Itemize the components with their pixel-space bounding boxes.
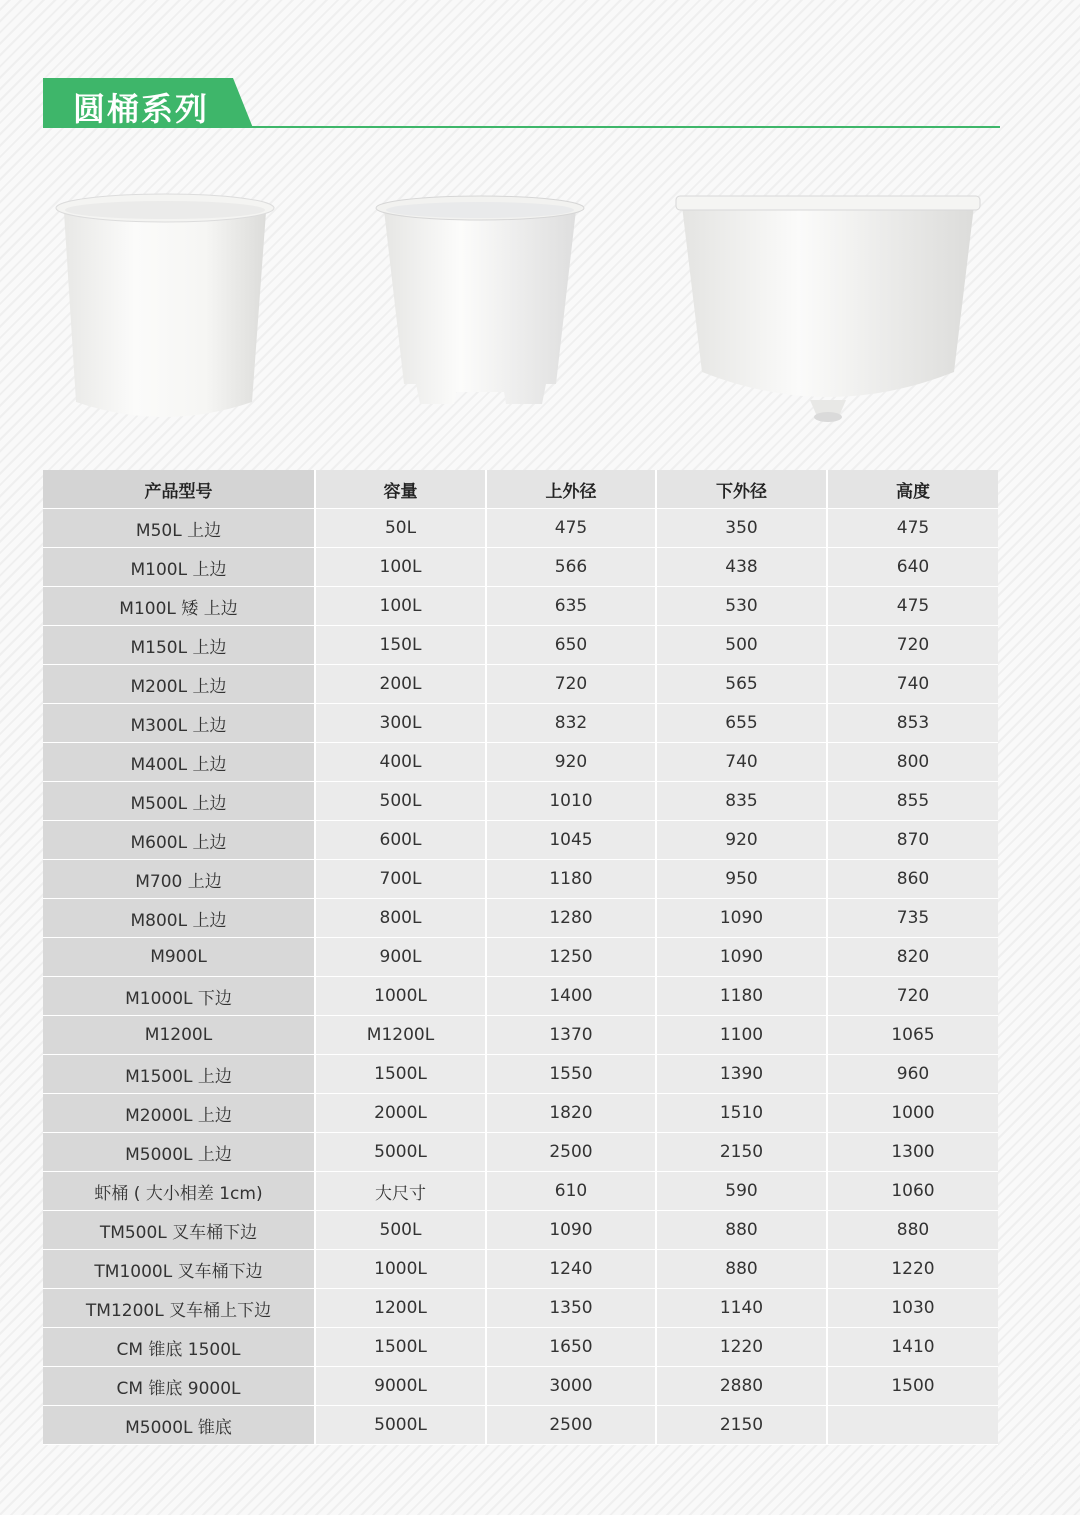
cell-model: M800L 上边 bbox=[43, 899, 315, 938]
cell-model: M600L 上边 bbox=[43, 821, 315, 860]
table-row bbox=[43, 548, 998, 587]
cell-height: 740 bbox=[827, 665, 998, 704]
cell-capacity: 900L bbox=[315, 938, 486, 977]
cell-bottom-diameter: 1140 bbox=[656, 1289, 827, 1328]
cell-height: 870 bbox=[827, 821, 998, 860]
cell-model: M200L 上边 bbox=[43, 665, 315, 704]
cell-bottom-diameter: 590 bbox=[656, 1172, 827, 1211]
section-header bbox=[43, 78, 1000, 130]
title-underline bbox=[243, 126, 1000, 128]
cell-top-diameter: 566 bbox=[486, 548, 656, 587]
cell-capacity: M1200L bbox=[315, 1016, 486, 1055]
table-row bbox=[43, 665, 998, 704]
cell-capacity: 50L bbox=[315, 509, 486, 548]
cell-bottom-diameter: 920 bbox=[656, 821, 827, 860]
spec-table bbox=[43, 470, 998, 1445]
cylindrical-barrel-image bbox=[54, 192, 279, 427]
cell-model: M400L 上边 bbox=[43, 743, 315, 782]
cell-bottom-diameter: 880 bbox=[656, 1211, 827, 1250]
table-row bbox=[43, 1133, 998, 1172]
cell-height: 1030 bbox=[827, 1289, 998, 1328]
cell-height: 640 bbox=[827, 548, 998, 587]
cell-height: 820 bbox=[827, 938, 998, 977]
cell-capacity: 600L bbox=[315, 821, 486, 860]
cell-top-diameter: 1090 bbox=[486, 1211, 656, 1250]
table-row bbox=[43, 626, 998, 665]
cell-capacity: 500L bbox=[315, 1211, 486, 1250]
cell-top-diameter: 920 bbox=[486, 743, 656, 782]
cell-top-diameter: 720 bbox=[486, 665, 656, 704]
table-row bbox=[43, 704, 998, 743]
cell-height: 853 bbox=[827, 704, 998, 743]
cell-bottom-diameter: 500 bbox=[656, 626, 827, 665]
cell-bottom-diameter: 1510 bbox=[656, 1094, 827, 1133]
cell-capacity: 100L bbox=[315, 548, 486, 587]
cell-top-diameter: 1550 bbox=[486, 1055, 656, 1094]
cell-height: 860 bbox=[827, 860, 998, 899]
column-header-bottom-diameter: 下外径 bbox=[656, 470, 827, 509]
cell-top-diameter: 1650 bbox=[486, 1328, 656, 1367]
table-row bbox=[43, 509, 998, 548]
column-header-model: 产品型号 bbox=[43, 470, 315, 509]
table-row bbox=[43, 1211, 998, 1250]
cell-height: 960 bbox=[827, 1055, 998, 1094]
cell-top-diameter: 1180 bbox=[486, 860, 656, 899]
cell-model: M1500L 上边 bbox=[43, 1055, 315, 1094]
cell-model: TM1000L 叉车桶下边 bbox=[43, 1250, 315, 1289]
cell-model: M1200L bbox=[43, 1016, 315, 1055]
cell-model: M500L 上边 bbox=[43, 782, 315, 821]
cell-top-diameter: 1820 bbox=[486, 1094, 656, 1133]
cell-top-diameter: 3000 bbox=[486, 1367, 656, 1406]
cell-bottom-diameter: 740 bbox=[656, 743, 827, 782]
table-row bbox=[43, 743, 998, 782]
cell-model: TM500L 叉车桶下边 bbox=[43, 1211, 315, 1250]
cell-capacity: 500L bbox=[315, 782, 486, 821]
cell-model: CM 锥底 1500L bbox=[43, 1328, 315, 1367]
cell-model: M2000L 上边 bbox=[43, 1094, 315, 1133]
table-row bbox=[43, 1328, 998, 1367]
cell-bottom-diameter: 2150 bbox=[656, 1133, 827, 1172]
cell-height: 720 bbox=[827, 977, 998, 1016]
cell-model: M300L 上边 bbox=[43, 704, 315, 743]
cell-capacity: 2000L bbox=[315, 1094, 486, 1133]
cell-top-diameter: 1250 bbox=[486, 938, 656, 977]
cell-height: 1220 bbox=[827, 1250, 998, 1289]
cell-top-diameter: 1350 bbox=[486, 1289, 656, 1328]
cell-height: 1000 bbox=[827, 1094, 998, 1133]
cell-bottom-diameter: 950 bbox=[656, 860, 827, 899]
cell-bottom-diameter: 565 bbox=[656, 665, 827, 704]
cell-bottom-diameter: 880 bbox=[656, 1250, 827, 1289]
cell-top-diameter: 2500 bbox=[486, 1406, 656, 1445]
table-row bbox=[43, 938, 998, 977]
cell-top-diameter: 1370 bbox=[486, 1016, 656, 1055]
cell-top-diameter: 1280 bbox=[486, 899, 656, 938]
column-header-capacity: 容量 bbox=[315, 470, 486, 509]
cell-top-diameter: 475 bbox=[486, 509, 656, 548]
cell-bottom-diameter: 530 bbox=[656, 587, 827, 626]
cell-height: 880 bbox=[827, 1211, 998, 1250]
cell-model: M100L 上边 bbox=[43, 548, 315, 587]
cell-capacity: 5000L bbox=[315, 1133, 486, 1172]
cell-model: 虾桶 ( 大小相差 1cm) bbox=[43, 1172, 315, 1211]
table-header-row bbox=[43, 470, 998, 509]
cell-bottom-diameter: 2150 bbox=[656, 1406, 827, 1445]
column-header-top-diameter: 上外径 bbox=[486, 470, 656, 509]
cell-height: 1500 bbox=[827, 1367, 998, 1406]
cell-top-diameter: 1010 bbox=[486, 782, 656, 821]
cell-bottom-diameter: 2880 bbox=[656, 1367, 827, 1406]
cell-capacity: 400L bbox=[315, 743, 486, 782]
table-row bbox=[43, 1250, 998, 1289]
cell-capacity: 大尺寸 bbox=[315, 1172, 486, 1211]
cell-capacity: 1500L bbox=[315, 1055, 486, 1094]
cell-bottom-diameter: 438 bbox=[656, 548, 827, 587]
cell-capacity: 800L bbox=[315, 899, 486, 938]
cell-top-diameter: 635 bbox=[486, 587, 656, 626]
table-row bbox=[43, 1172, 998, 1211]
cell-capacity: 300L bbox=[315, 704, 486, 743]
cell-bottom-diameter: 1090 bbox=[656, 899, 827, 938]
table-row bbox=[43, 1406, 998, 1445]
cell-top-diameter: 610 bbox=[486, 1172, 656, 1211]
cell-capacity: 700L bbox=[315, 860, 486, 899]
table-row bbox=[43, 587, 998, 626]
cell-height: 855 bbox=[827, 782, 998, 821]
cell-bottom-diameter: 350 bbox=[656, 509, 827, 548]
cell-bottom-diameter: 655 bbox=[656, 704, 827, 743]
table-row bbox=[43, 1055, 998, 1094]
cell-bottom-diameter: 1220 bbox=[656, 1328, 827, 1367]
table-row bbox=[43, 1016, 998, 1055]
cell-bottom-diameter: 1100 bbox=[656, 1016, 827, 1055]
product-images bbox=[40, 180, 1000, 440]
cell-height: 1410 bbox=[827, 1328, 998, 1367]
section-title: 圆桶系列 bbox=[73, 90, 210, 128]
table-row bbox=[43, 1094, 998, 1133]
cell-height: 475 bbox=[827, 587, 998, 626]
cell-height: 800 bbox=[827, 743, 998, 782]
cell-bottom-diameter: 1090 bbox=[656, 938, 827, 977]
cell-height: 1065 bbox=[827, 1016, 998, 1055]
table-row bbox=[43, 977, 998, 1016]
cell-model: M150L 上边 bbox=[43, 626, 315, 665]
cell-top-diameter: 1240 bbox=[486, 1250, 656, 1289]
cell-model: M100L 矮 上边 bbox=[43, 587, 315, 626]
cell-top-diameter: 2500 bbox=[486, 1133, 656, 1172]
cell-capacity: 150L bbox=[315, 626, 486, 665]
cell-top-diameter: 832 bbox=[486, 704, 656, 743]
column-header-height: 高度 bbox=[827, 470, 998, 509]
cell-model: M5000L 上边 bbox=[43, 1133, 315, 1172]
cell-capacity: 9000L bbox=[315, 1367, 486, 1406]
table-row bbox=[43, 899, 998, 938]
cell-model: M50L 上边 bbox=[43, 509, 315, 548]
table-row bbox=[43, 782, 998, 821]
table-body bbox=[43, 509, 998, 1445]
cell-height: 475 bbox=[827, 509, 998, 548]
cell-height: 720 bbox=[827, 626, 998, 665]
cell-bottom-diameter: 1180 bbox=[656, 977, 827, 1016]
table-row bbox=[43, 821, 998, 860]
cell-model: M900L bbox=[43, 938, 315, 977]
table-row bbox=[43, 1289, 998, 1328]
cell-capacity: 1500L bbox=[315, 1328, 486, 1367]
cell-height: 1300 bbox=[827, 1133, 998, 1172]
cell-bottom-diameter: 1390 bbox=[656, 1055, 827, 1094]
cell-capacity: 1000L bbox=[315, 1250, 486, 1289]
cell-height: 735 bbox=[827, 899, 998, 938]
cell-model: M1000L 下边 bbox=[43, 977, 315, 1016]
cell-model: CM 锥底 9000L bbox=[43, 1367, 315, 1406]
cell-capacity: 100L bbox=[315, 587, 486, 626]
cell-height: 1060 bbox=[827, 1172, 998, 1211]
cone-bottom-barrel-image bbox=[672, 192, 984, 427]
cell-capacity: 1200L bbox=[315, 1289, 486, 1328]
cell-model: TM1200L 叉车桶上下边 bbox=[43, 1289, 315, 1328]
table-row bbox=[43, 860, 998, 899]
cell-bottom-diameter: 835 bbox=[656, 782, 827, 821]
cell-top-diameter: 650 bbox=[486, 626, 656, 665]
cell-capacity: 200L bbox=[315, 665, 486, 704]
cell-model: M5000L 锥底 bbox=[43, 1406, 315, 1445]
cell-capacity: 1000L bbox=[315, 977, 486, 1016]
cell-top-diameter: 1400 bbox=[486, 977, 656, 1016]
table-row bbox=[43, 1367, 998, 1406]
cell-capacity: 5000L bbox=[315, 1406, 486, 1445]
cell-height bbox=[827, 1406, 998, 1445]
tapered-barrel-image bbox=[374, 194, 586, 419]
cell-model: M700 上边 bbox=[43, 860, 315, 899]
cell-top-diameter: 1045 bbox=[486, 821, 656, 860]
